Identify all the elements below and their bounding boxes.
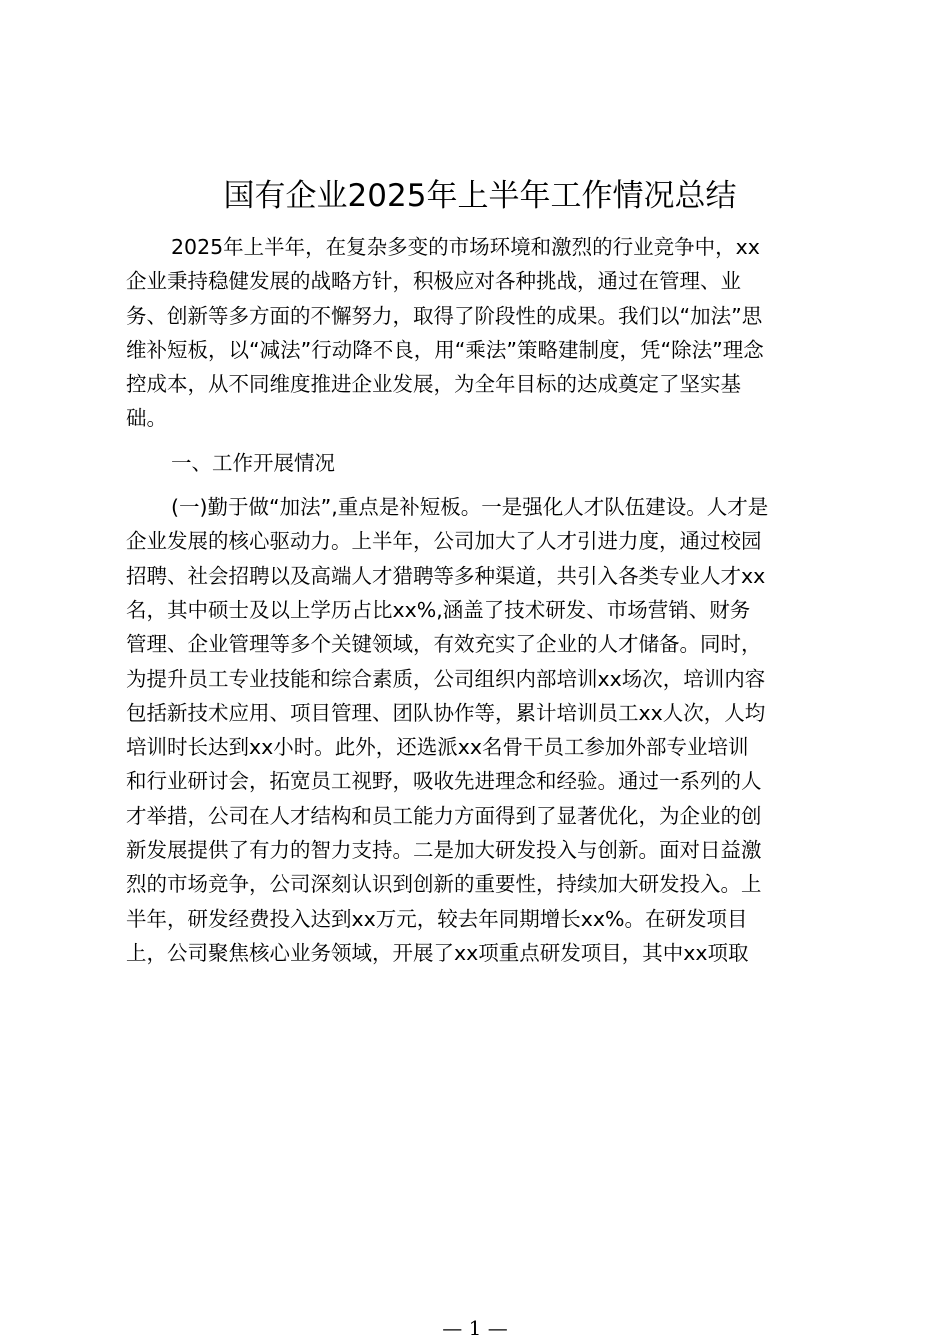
section-line: 和行业研讨会，拓宽员工视野，吸收先进理念和经验。通过一系列的人 [126,769,762,794]
intro-line: 控成本，从不同维度推进企业发展，为全年目标的达成奠定了坚实基 [126,372,741,397]
intro-line: 务、创新等多方面的不懈努力，取得了阶段性的成果。我们以“加法”思 [126,303,763,328]
intro-line: 2025年上半年，在复杂多变的市场环境和激烈的行业竞争中，xx [171,235,760,259]
paragraph-gap [126,480,846,490]
document-body [126,230,846,970]
section-line: 新发展提供了有力的智力支持。二是加大研发投入与创新。面对日益激 [126,838,762,863]
section-heading: 一、工作开展情况 [171,450,335,475]
section-line: 烈的市场竞争，公司深刻认识到创新的重要性，持续加大研发投入。上 [126,872,762,897]
section-line: 才举措，公司在人才结构和员工能力方面得到了显著优化，为企业的创 [126,803,762,828]
intro-line: 础。 [126,406,167,431]
section-line: 包括新技术应用、项目管理、团队协作等，累计培训员工xx人次，人均 [126,700,766,725]
section-line: 名，其中硕士及以上学历占比xx%,涵盖了技术研发、市场营销、财务 [126,597,751,622]
section-line: 半年，研发经费投入达到xx万元，较去年同期增长xx%。在研发项目 [126,906,748,931]
section-line: 为提升员工专业技能和综合素质，公司组织内部培训xx场次，培训内容 [126,666,766,691]
section-line: 招聘、社会招聘以及高端人才猎聘等多种渠道，共引入各类专业人才xx [126,563,766,588]
section-line: 管理、企业管理等多个关键领域，有效充实了企业的人才储备。同时， [126,632,762,657]
intro-line: 企业秉持稳健发展的战略方针，积极应对各种挑战，通过在管理、业 [126,269,741,294]
intro-line: 维补短板，以“减法”行动降不良，用“乘法”策略建制度，凭“除法”理念 [126,337,764,362]
paragraph-gap [126,436,846,446]
section-line: 上，公司聚焦核心业务领域，开展了xx项重点研发项目，其中xx项取 [126,940,749,965]
section-line: (一)勤于做“加法”,重点是补短板。一是强化人才队伍建设。人才是 [171,495,769,520]
document-title: 国有企业2025年上半年工作情况总结 [223,178,737,214]
section-line: 企业发展的核心驱动力。上半年，公司加大了人才引进力度，通过校园 [126,529,762,554]
section-line: 培训时长达到xx小时。此外，还选派xx名骨干员工参加外部专业培训 [126,735,749,760]
page-number: — 1 — [442,1316,508,1340]
